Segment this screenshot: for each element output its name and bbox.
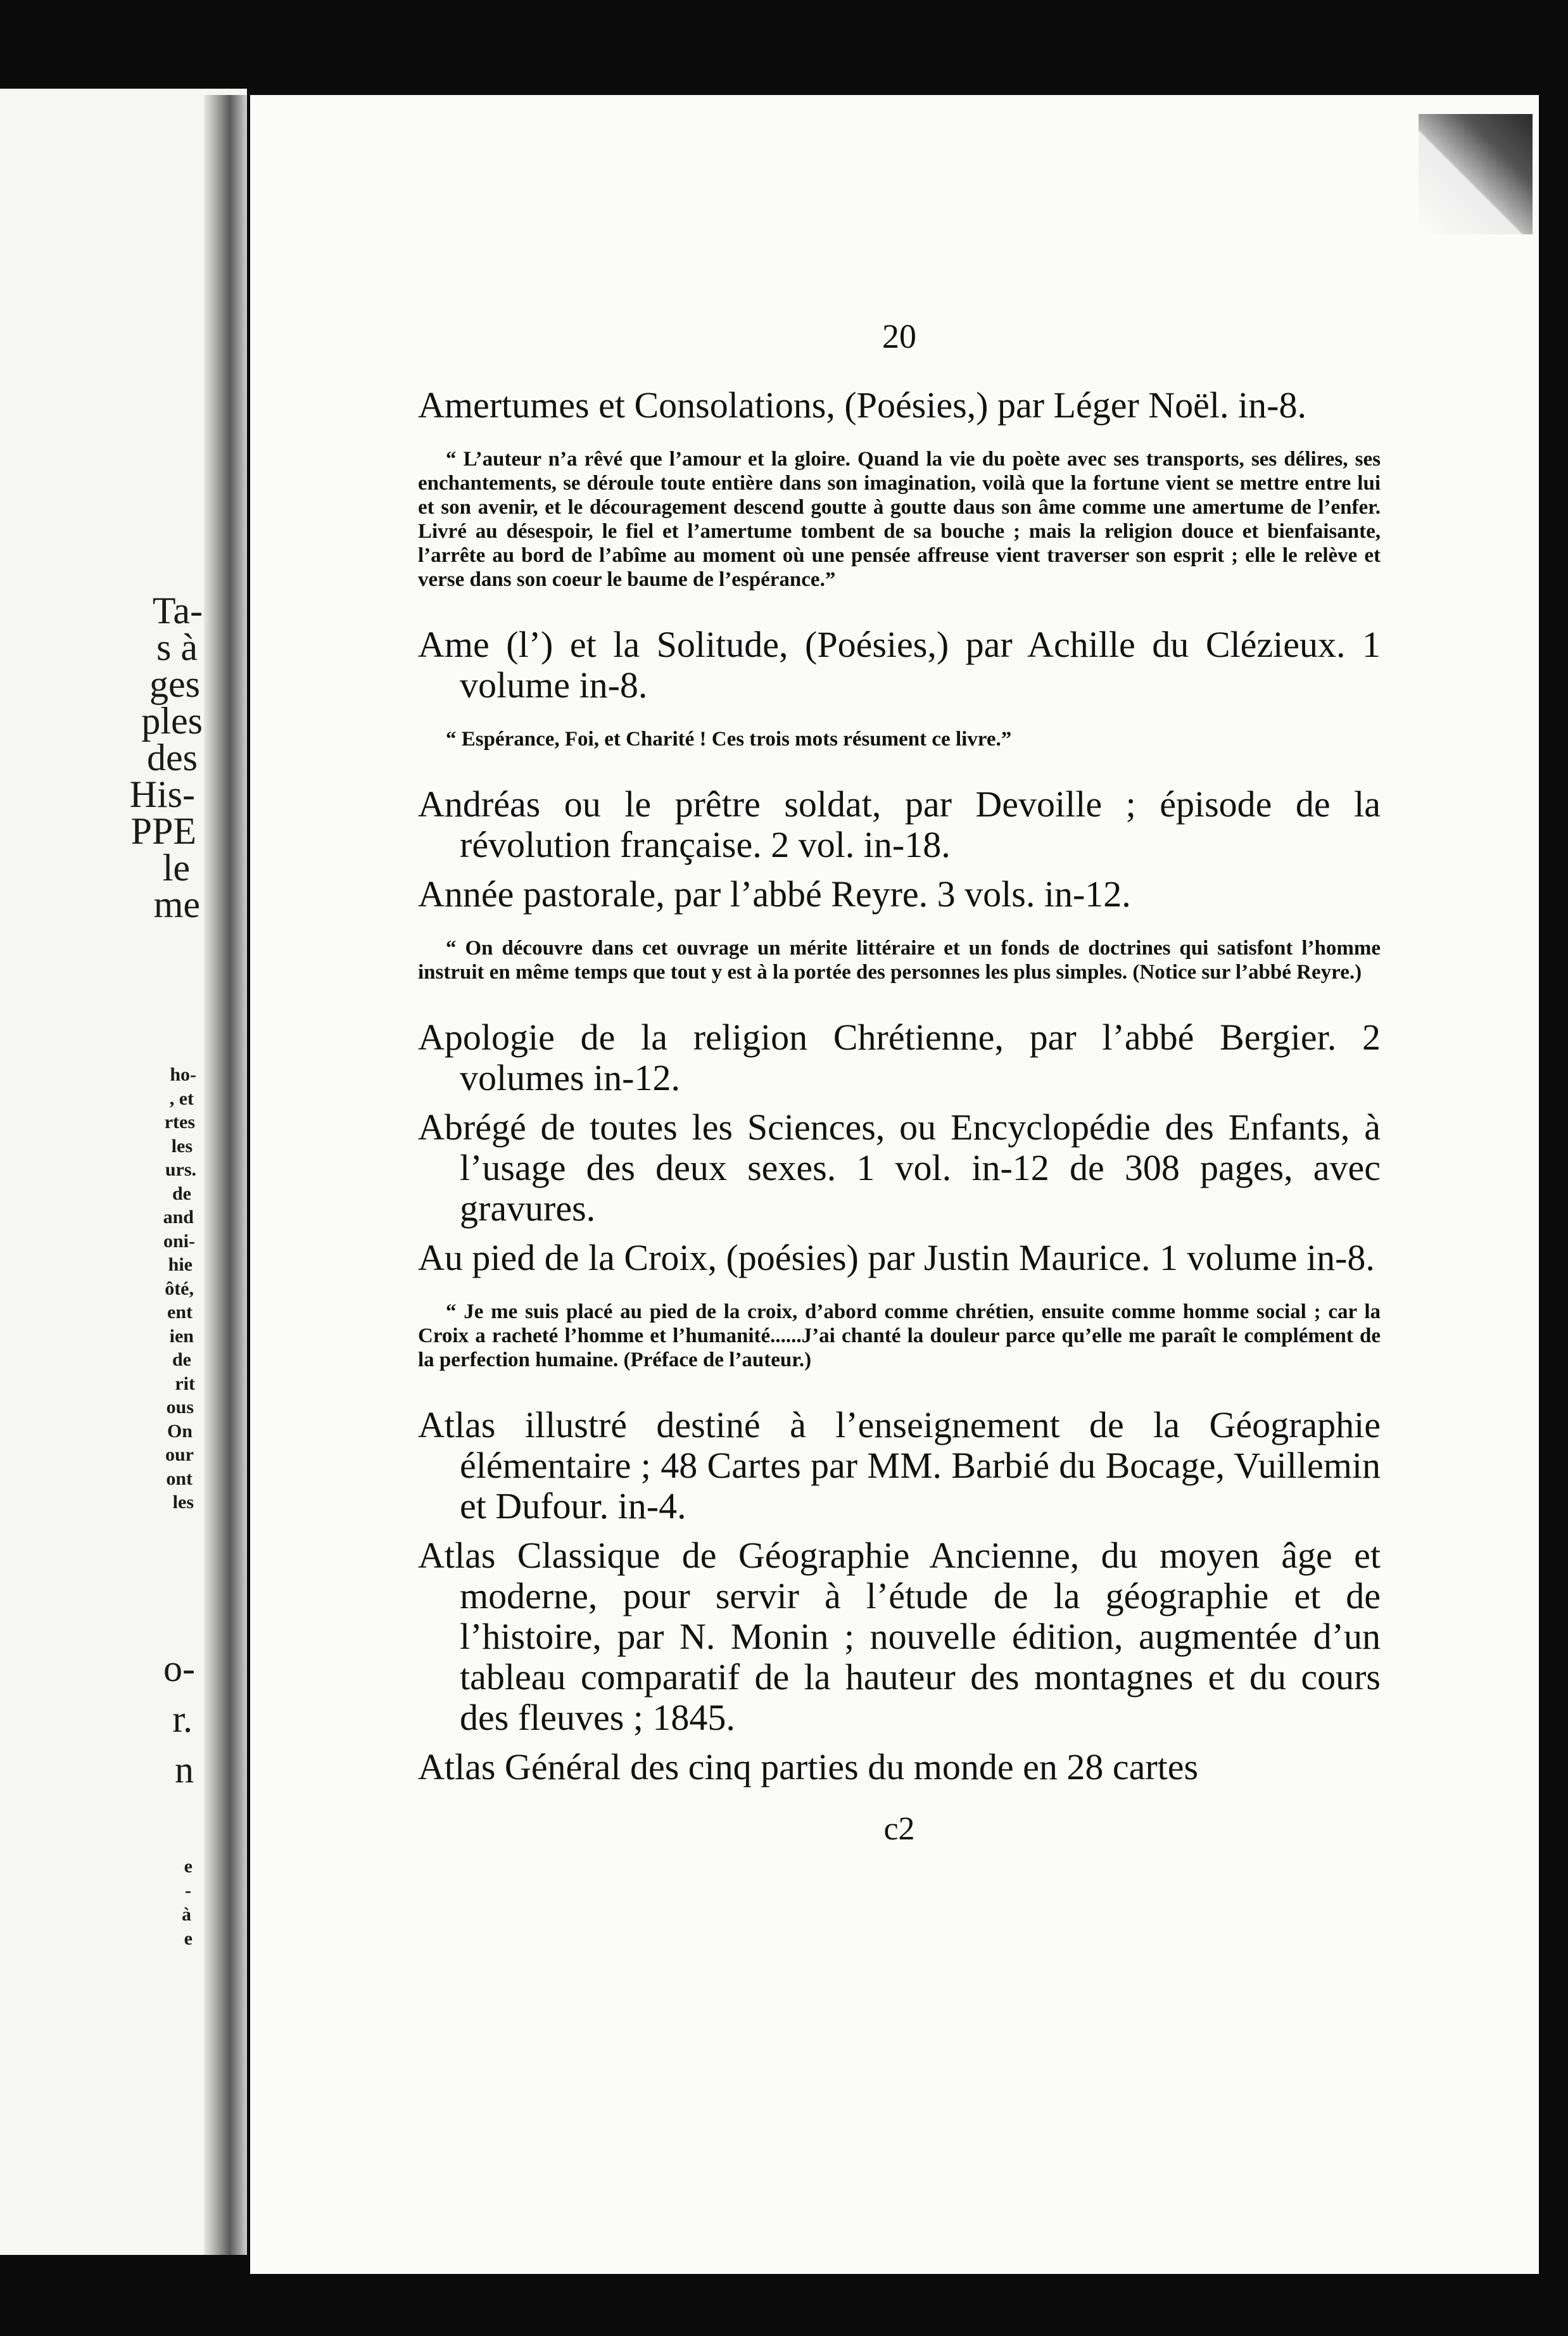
left-fragment: ples	[141, 700, 203, 742]
left-fragment: les	[171, 1135, 193, 1157]
entry-title: Amertumes et Consolations, (Poésies,) par Léger Noël. in-8.	[418, 384, 1306, 426]
left-fragment: s à	[156, 626, 198, 668]
entry-title: Atlas illustré destiné à l’enseignement de la Géographie élémentaire ; 48 Cartes par MM. Barbié du Bocage, Vuillemin et Dufour. in-4.	[418, 1404, 1381, 1527]
entry-quote: “ L’auteur n’a rêvé que l’amour et la gloire. Quand la vie du poète avec ses transports, ses délires, ses enchantements, se déroule toute entière dans son imagination, voilà que la fortune vient se mettre entre lui et son avenir, et le découragement descend goutte à goutte daus son âme comme une amertume de l’enfer. Livré au désespoir, le fiel et l’amertume tombent de sa bouche ; mais la religion douce et bienfaisante, l’arrête au bord de l’abîme au moment où une pensée affreuse vient traverser son esprit ; elle le relève et verse dans son coeur le baume de l’espérance.”	[418, 448, 1381, 591]
left-fragment: n	[175, 1749, 194, 1791]
left-fragment: -	[185, 1880, 191, 1901]
left-fragment: urs.	[165, 1159, 196, 1180]
left-fragment: and	[163, 1207, 194, 1228]
left-fragment: de	[172, 1183, 191, 1204]
left-fragment: r.	[172, 1698, 193, 1740]
left-fragment: , et	[169, 1088, 194, 1109]
entry-title: Atlas Classique de Géographie Ancienne, du moyen âge et moderne, pour servir à l’étude de la géographie et de l’histoire, par N. Monin ; nouvelle édition, augmentée d’un tableau comparatif de la hauteur des montagnes et du cours des fleuves ; 1845.	[418, 1535, 1381, 1738]
entry-title: Abrégé de toutes les Sciences, ou Encyclopédie des Enfants, à l’usage des deux sexes. 1 vol. in-12 de 308 pages, avec gravures.	[418, 1107, 1381, 1229]
left-fragment: des	[147, 737, 198, 778]
left-fragment: e	[184, 1856, 193, 1877]
left-fragment: ous	[166, 1397, 194, 1418]
page-corner-fold	[1419, 114, 1533, 234]
left-fragment: les	[172, 1492, 194, 1513]
left-fragment: PPE	[130, 810, 196, 852]
signature-mark: c2	[883, 1811, 915, 1847]
left-fragment: ho-	[170, 1064, 196, 1085]
catalog-entries	[418, 385, 1381, 1796]
left-fragment: oni-	[163, 1230, 195, 1252]
entry-title: Apologie de la religion Chrétienne, par l’abbé Bergier. 2 volumes in-12.	[418, 1017, 1381, 1098]
left-fragment: à	[182, 1904, 191, 1925]
left-fragment: me	[153, 884, 200, 925]
left-fragment: our	[165, 1444, 194, 1465]
left-fragment: ôté,	[165, 1278, 194, 1299]
left-fragment: rtes	[164, 1112, 195, 1133]
entry-title: Andréas ou le prêtre soldat, par Devoille ; épisode de la révolution française. 2 vol. in-18.	[418, 784, 1381, 865]
page-content	[418, 317, 1381, 1848]
left-fragment: ont	[166, 1468, 193, 1489]
entry-title: Ame (l’) et la Solitude, (Poésies,) par Achille du Clézieux. 1 volume in-8.	[418, 624, 1381, 706]
left-fragment: On	[167, 1420, 193, 1442]
left-fragment: rit	[175, 1373, 195, 1394]
book-gutter	[204, 95, 247, 2255]
left-fragment: hie	[168, 1254, 193, 1275]
entry-title: Au pied de la Croix, (poésies) par Justin Maurice. 1 volume in-8.	[418, 1237, 1375, 1278]
left-page-text-fragments	[0, 89, 203, 2255]
entry-title: Atlas Général des cinq parties du monde en 28 cartes	[418, 1746, 1199, 1787]
entry-quote: “ Je me suis placé au pied de la croix, d’abord comme chrétien, ensuite comme homme social ; car la Croix a racheté l’homme et l’humanité......J’ai chanté la douleur parce qu’elle me paraît le complément de la perfection humaine. (Préface de l’auteur.)	[418, 1300, 1381, 1371]
left-fragment: e	[184, 1928, 193, 1949]
left-fragment: His-	[129, 773, 195, 815]
page-number: 20	[882, 317, 916, 355]
left-fragment: le	[162, 847, 190, 889]
left-fragment: Ta-	[152, 590, 203, 632]
left-fragment: de	[172, 1349, 191, 1370]
entry-quote: “ On découvre dans cet ouvrage un mérite littéraire et un fonds de doctrines qui satisfont l’homme instruit en même temps que tout y est à la portée des personnes les plus simples. (Notice sur l’abbé Reyre.)	[418, 937, 1381, 984]
entry-title: Année pastorale, par l’abbé Reyre. 3 vols. in-12.	[418, 873, 1131, 915]
entry-quote: “ Espérance, Foi, et Charité ! Ces trois mots résument ce livre.”	[446, 728, 1012, 751]
left-fragment: o-	[163, 1647, 195, 1689]
left-fragment: ges	[149, 663, 200, 705]
left-fragment: ien	[169, 1325, 194, 1347]
left-fragment: ent	[167, 1302, 193, 1323]
